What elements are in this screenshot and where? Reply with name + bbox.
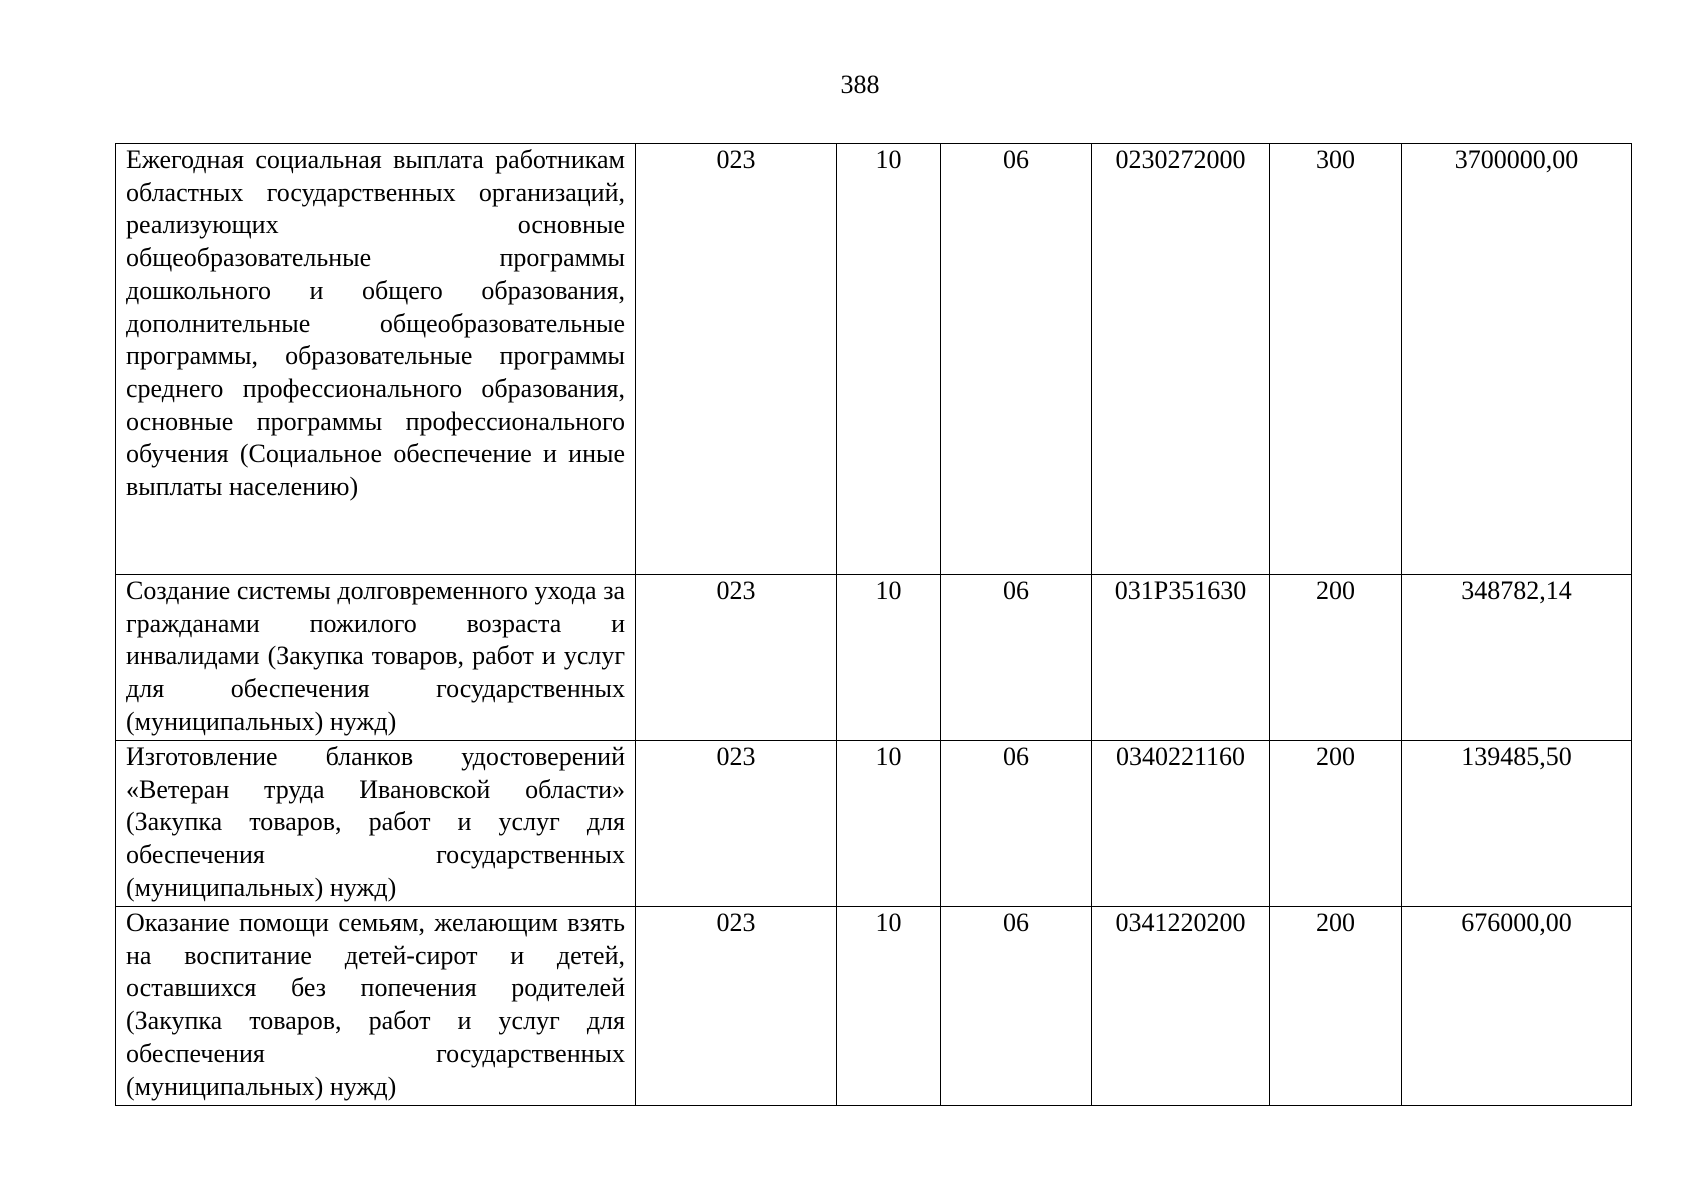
table-row [116,144,1632,575]
expense-name-cell: Изготовление бланков удостоверений «Ветеран труда Ивановской области» (Закупка товаров, работ и услуг для обеспечения государственных (муниципальных) нужд) [116,741,636,907]
table-row [116,575,1632,741]
target-article-cell: 0230272000 [1092,144,1270,575]
section-code-cell: 10 [837,575,941,741]
subsection-code-cell: 06 [941,741,1092,907]
expense-name-cell: Ежегодная социальная выплата работникам областных государственных организаций, реализующих основные общеобразовательные программы дошкольного и общего образования, дополнительные общеобразовательные программы, образовательные программы среднего профессионального образования, основные программы профессионального обучения (Социальное обеспечение и иные выплаты населению) [116,144,636,575]
amount-cell: 3700000,00 [1402,144,1632,575]
ministry-code-cell: 023 [636,907,837,1106]
subsection-code-cell: 06 [941,907,1092,1106]
table-row [116,907,1632,1106]
ministry-code-cell: 023 [636,575,837,741]
expense-name-cell: Создание системы долговременного ухода за гражданами пожилого возраста и инвалидами (Закупка товаров, работ и услуг для обеспечения государственных (муниципальных) нужд) [116,575,636,741]
expense-name-cell: Оказание помощи семьям, желающим взять на воспитание детей-сирот и детей, оставшихся без попечения родителей (Закупка товаров, работ и услуг для обеспечения государственных (муниципальных) нужд) [116,907,636,1106]
expense-type-cell: 200 [1270,907,1402,1106]
section-code-cell: 10 [837,907,941,1106]
subsection-code-cell: 06 [941,575,1092,741]
section-code-cell: 10 [837,741,941,907]
ministry-code-cell: 023 [636,144,837,575]
target-article-cell: 0340221160 [1092,741,1270,907]
expense-type-cell: 300 [1270,144,1402,575]
amount-cell: 676000,00 [1402,907,1632,1106]
amount-cell: 348782,14 [1402,575,1632,741]
page-number: 388 [840,70,880,99]
budget-table [115,143,1632,1106]
table-row [116,741,1632,907]
section-code-cell: 10 [837,144,941,575]
ministry-code-cell: 023 [636,741,837,907]
subsection-code-cell: 06 [941,144,1092,575]
target-article-cell: 0341220200 [1092,907,1270,1106]
expense-type-cell: 200 [1270,741,1402,907]
amount-cell: 139485,50 [1402,741,1632,907]
expense-type-cell: 200 [1270,575,1402,741]
target-article-cell: 031P351630 [1092,575,1270,741]
